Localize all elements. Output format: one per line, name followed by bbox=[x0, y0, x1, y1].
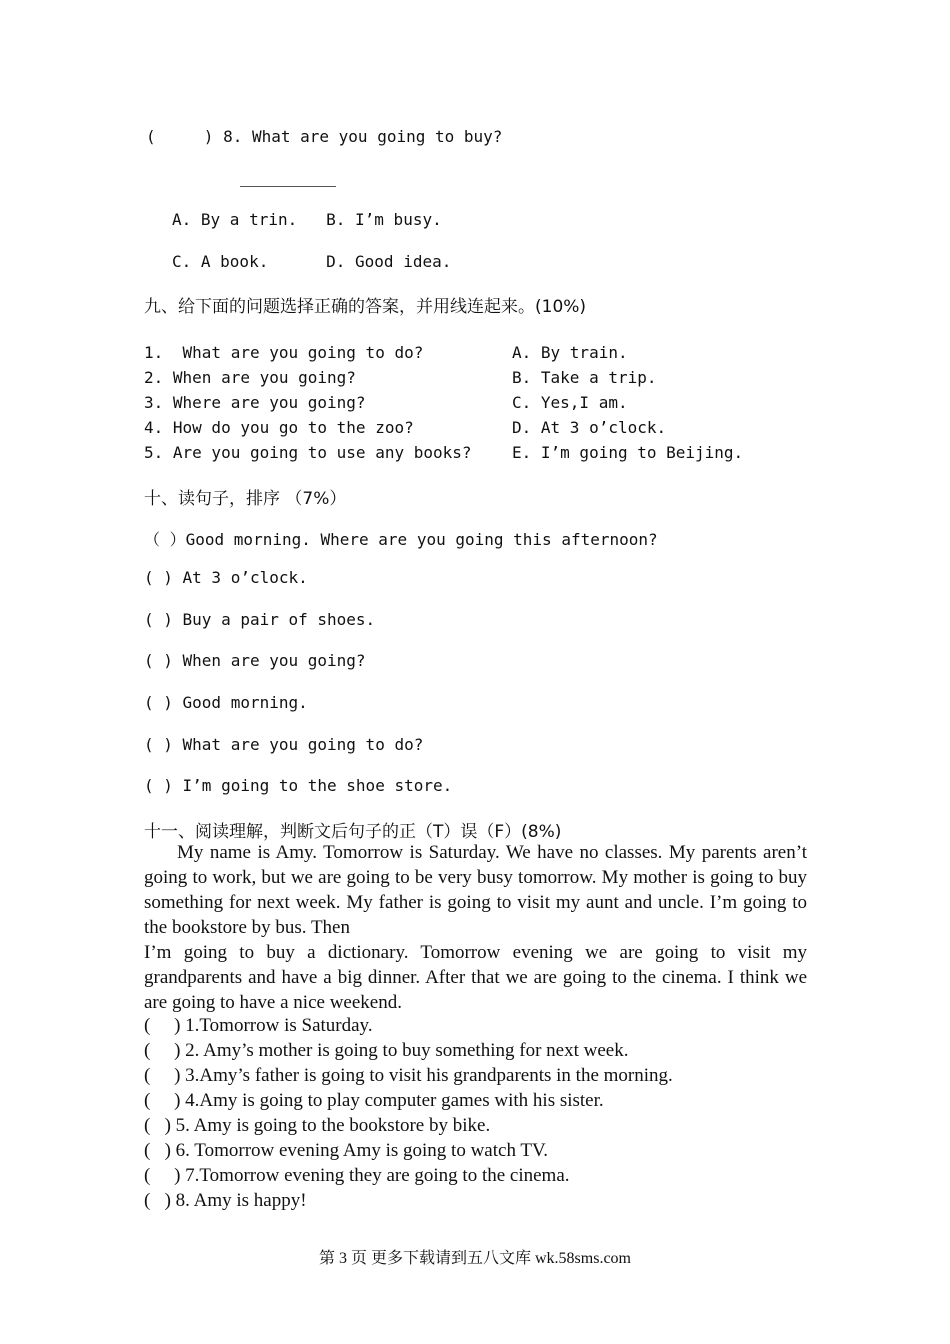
ordering-item: ( ) Buy a pair of shoes. bbox=[144, 610, 376, 629]
q8-options-row1: A. By a trin. B. I’m busy. bbox=[172, 210, 442, 229]
section10-title: 十、读句子，排序 （7%） bbox=[144, 489, 347, 509]
reading-passage-part1: My name is Amy. Tomorrow is Saturday. We have no classes. My parents aren’t going to work, but we are going to be very busy tomorrow. My mother is going to buy something for next week. My father is going to visit my aunt and uncle. I’m going to the bookstore by bus. Then bbox=[144, 842, 807, 938]
q8-options-row2: C. A book. D. Good idea. bbox=[172, 252, 452, 271]
matching-answer: B. Take a trip. bbox=[512, 368, 657, 387]
page-footer: 第 3 页 更多下载请到五八文库 wk.58sms.com bbox=[318, 1250, 631, 1267]
tf-statement: ( ) 1.Tomorrow is Saturday. bbox=[144, 1015, 373, 1036]
tf-statement: ( ) 8. Amy is happy! bbox=[144, 1190, 307, 1211]
ordering-item: ( ) What are you going to do? bbox=[144, 735, 424, 754]
matching-answer: D. At 3 o’clock. bbox=[512, 418, 667, 437]
tf-statement: ( ) 3.Amy’s father is going to visit his grandparents in the morning. bbox=[144, 1065, 673, 1086]
tf-statement: ( ) 5. Amy is going to the bookstore by bike. bbox=[144, 1115, 491, 1136]
tf-statement: ( ) 2. Amy’s mother is going to buy something for next week. bbox=[144, 1040, 629, 1061]
section11-title: 十一、阅读理解，判断文后句子的正（T）误（F）(8%) bbox=[144, 822, 562, 842]
section9-title: 九、给下面的问题选择正确的答案，并用线连起来。(10%) bbox=[144, 297, 587, 317]
ordering-item: ( ) When are you going? bbox=[144, 651, 366, 670]
ordering-item: ( ) I’m going to the shoe store. bbox=[144, 776, 453, 795]
tf-statement: ( ) 6. Tomorrow evening Amy is going to watch TV. bbox=[144, 1140, 548, 1161]
matching-answer: E. I’m going to Beijing. bbox=[512, 443, 744, 462]
q8-prompt: ( ) 8. What are you going to buy? bbox=[146, 127, 503, 146]
matching-answer: C. Yes,I am. bbox=[512, 393, 628, 412]
reading-passage-part2: I’m going to buy a dictionary. Tomorrow evening we are going to visit my grandparents and have a big dinner. After that we are going to the cinema. I think we are going to have a nice weekend. bbox=[144, 942, 807, 1013]
answer-blank-line bbox=[240, 186, 336, 187]
matching-question: 5. Are you going to use any books? bbox=[144, 443, 472, 462]
ordering-item: ( ) At 3 o’clock. bbox=[144, 568, 308, 587]
ordering-item: ( ) Good morning. bbox=[144, 693, 308, 712]
matching-question: 3. Where are you going? bbox=[144, 393, 366, 412]
matching-question: 4. How do you go to the zoo? bbox=[144, 418, 414, 437]
ordering-item: （ ）Good morning. Where are you going this afternoon? bbox=[144, 530, 658, 549]
matching-question: 1. What are you going to do? bbox=[144, 343, 424, 362]
tf-statement: ( ) 7.Tomorrow evening they are going to the cinema. bbox=[144, 1165, 570, 1186]
matching-question: 2. When are you going? bbox=[144, 368, 356, 387]
tf-statement: ( ) 4.Amy is going to play computer games with his sister. bbox=[144, 1090, 604, 1111]
matching-answer: A. By train. bbox=[512, 343, 628, 362]
